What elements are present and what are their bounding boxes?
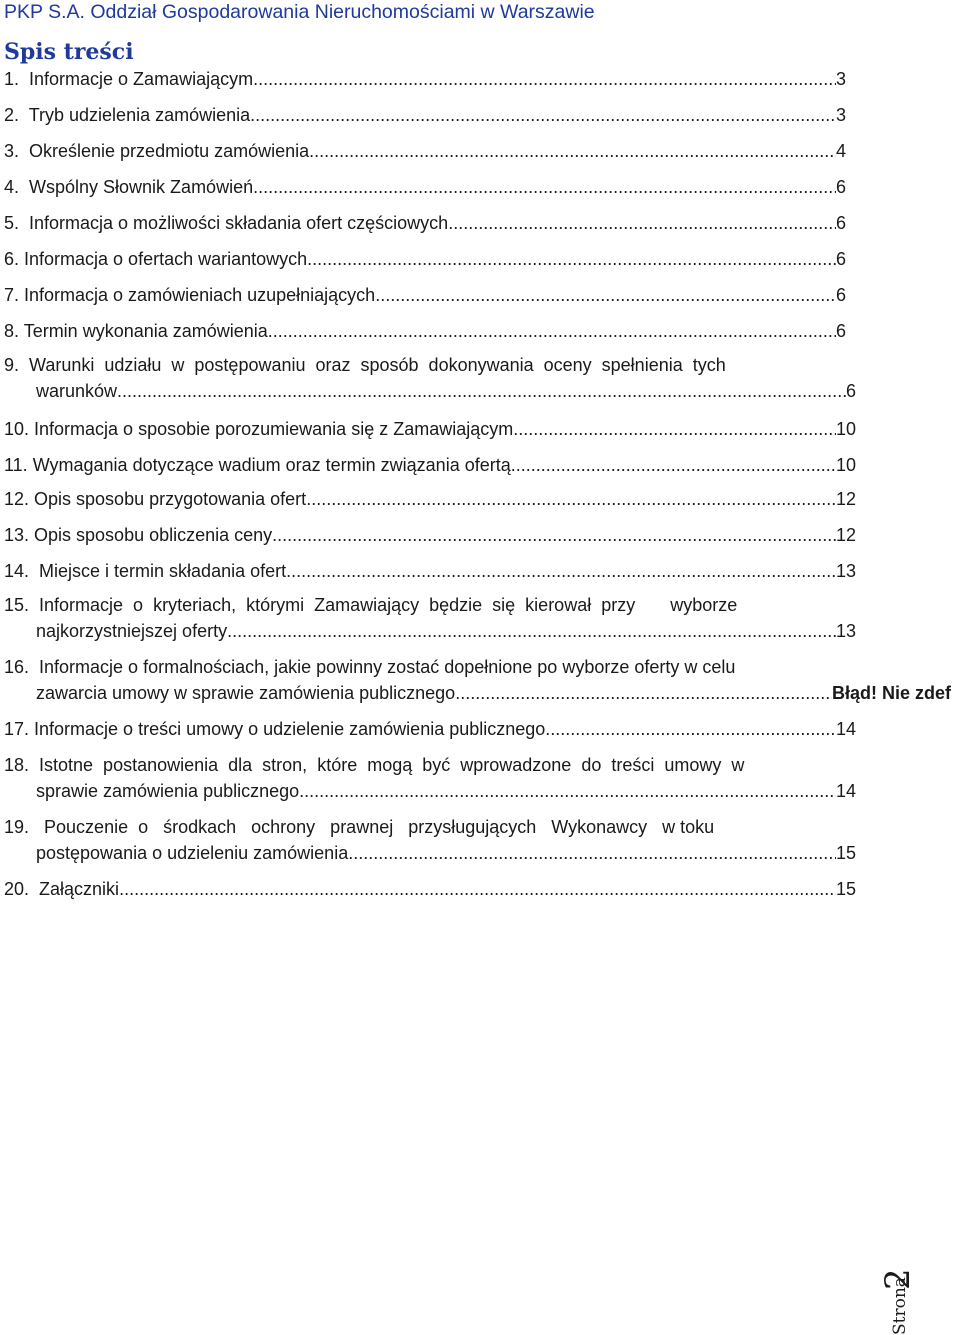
- toc-entry-line[interactable]: [4, 102, 846, 128]
- toc-title: Spis treści: [4, 39, 134, 65]
- toc-entry-text: 4. Wspólny Słownik Zamówień: [4, 177, 254, 197]
- toc-entry-line[interactable]: [4, 66, 846, 92]
- toc-page-number: 4: [835, 141, 846, 161]
- toc-entry-line[interactable]: [4, 416, 856, 442]
- toc-dot-leader: [307, 246, 836, 272]
- toc-entry-text: 18. Istotne postanowienia dla stron, które mogą być wprowadzone do treści umowy w: [4, 755, 745, 775]
- toc-dot-leader: [448, 210, 836, 236]
- toc-entry-line[interactable]: [4, 592, 832, 618]
- toc-page-number: 10: [835, 419, 856, 439]
- toc-dot-leader: [545, 716, 836, 742]
- toc-entry-text: 17. Informacje o treści umowy o udzielenie zamówienia publicznego: [4, 719, 546, 739]
- toc-entry-text-continued: sprawie zamówienia publicznego: [36, 781, 300, 801]
- toc-page-number: 3: [835, 105, 846, 125]
- toc-entry-line[interactable]: [4, 752, 832, 778]
- toc-page-number: 12: [835, 525, 856, 545]
- toc-entry-text: 15. Informacje o kryteriach, którymi Zamawiający będzie się kierował przy wyborze: [4, 595, 738, 615]
- toc-entry-line[interactable]: [4, 814, 832, 840]
- toc-dot-leader: [286, 558, 836, 584]
- toc-entry-text: 13. Opis sposobu obliczenia ceny: [4, 525, 273, 545]
- toc-entry-text: 6. Informacja o ofertach wariantowych: [4, 249, 308, 269]
- toc-page-number: 6: [845, 381, 856, 401]
- toc-dot-leader: [250, 102, 836, 128]
- toc-page-number: 3: [835, 69, 846, 89]
- toc-page-number: 6: [835, 213, 846, 233]
- toc-entry-text: 19. Pouczenie o środkach ochrony prawnej przysługujących Wykonawcy w toku: [4, 817, 715, 837]
- toc-entry-text: 10. Informacja o sposobie porozumiewania się z Zamawiającym: [4, 419, 514, 439]
- toc-entry-text-continued: postępowania o udzieleniu zamówienia: [36, 843, 349, 863]
- toc-page-number: 10: [835, 455, 856, 475]
- toc-entry-text: 11. Wymagania dotyczące wadium oraz termin związania ofertą: [4, 455, 511, 475]
- toc-entry-line[interactable]: [4, 210, 846, 236]
- toc-entry-line[interactable]: [4, 876, 856, 902]
- toc-dot-leader: [272, 522, 836, 548]
- toc-page-number: 13: [835, 621, 856, 641]
- toc-entry-text-continued: warunków: [36, 381, 118, 401]
- toc-entry-line[interactable]: [4, 716, 856, 742]
- toc-page-number: 14: [835, 719, 856, 739]
- toc-dot-leader: [309, 138, 836, 164]
- toc-entry-text-continued: zawarcia umowy w sprawie zamówienia publicznego: [36, 683, 456, 703]
- toc-page-number: 6: [835, 321, 846, 341]
- toc-entry-line[interactable]: [4, 138, 846, 164]
- toc-entry-line-continued[interactable]: [36, 378, 856, 404]
- toc-page-number: 6: [835, 249, 846, 269]
- toc-entry-line[interactable]: [4, 452, 856, 478]
- page-footer-label: Strona: [890, 1277, 910, 1335]
- toc-entry-line-continued[interactable]: [36, 778, 856, 804]
- toc-page-number: 6: [835, 177, 846, 197]
- toc-entry-line-continued[interactable]: [36, 840, 856, 866]
- toc-page-number: 12: [835, 489, 856, 509]
- toc-page-number: 15: [835, 879, 856, 899]
- toc-page-number: 15: [835, 843, 856, 863]
- toc-entry-line[interactable]: [4, 522, 856, 548]
- toc-entry-line[interactable]: [4, 174, 846, 200]
- toc-dot-leader: [306, 486, 836, 512]
- toc-entry-text: 14. Miejsce i termin składania ofert: [4, 561, 287, 581]
- toc-dot-leader: [227, 618, 836, 644]
- toc-page-number: 6: [835, 285, 846, 305]
- toc-entry-line[interactable]: [4, 352, 832, 378]
- toc-dot-leader: [253, 174, 836, 200]
- toc-entry-text: 16. Informacje o formalnościach, jakie powinny zostać dopełnione po wyborze oferty w celu: [4, 657, 736, 677]
- toc-dot-leader: [511, 452, 836, 478]
- toc-entry-text: 20. Załączniki: [4, 879, 120, 899]
- toc-page-number: 13: [835, 561, 856, 581]
- toc-dot-leader: [253, 66, 836, 92]
- toc-entry-text-continued: najkorzystniejszej oferty: [36, 621, 228, 641]
- toc-page-number: 14: [835, 781, 856, 801]
- page-footer-number: 2: [878, 1268, 918, 1290]
- toc-entry-line-continued[interactable]: [36, 618, 856, 644]
- toc-entry-line[interactable]: [4, 558, 856, 584]
- toc-dot-leader: [348, 840, 836, 866]
- toc-entry-text: 8. Termin wykonania zamówienia: [4, 321, 268, 341]
- toc-dot-leader: [455, 680, 832, 706]
- toc-dot-leader: [268, 318, 836, 344]
- toc-entry-line-continued[interactable]: [36, 680, 960, 706]
- toc-entry-line[interactable]: [4, 282, 846, 308]
- toc-entry-text: 7. Informacja o zamówieniach uzupełniających: [4, 285, 376, 305]
- toc-entry-line[interactable]: [4, 318, 846, 344]
- toc-entry-text: 12. Opis sposobu przygotowania ofert: [4, 489, 307, 509]
- toc-dot-leader: [299, 778, 836, 804]
- toc-entry-text: 9. Warunki udziału w postępowaniu oraz sposób dokonywania oceny spełnienia tych: [4, 355, 726, 375]
- toc-entry-text: 3. Określenie przedmiotu zamówienia: [4, 141, 310, 161]
- toc-entry-line[interactable]: [4, 246, 846, 272]
- toc-entry-line[interactable]: [4, 486, 856, 512]
- toc-entry-text: 1. Informacje o Zamawiającym: [4, 69, 254, 89]
- toc-dot-leader: [513, 416, 836, 442]
- document-header: PKP S.A. Oddział Gospodarowania Nieruchomościami w Warszawie: [4, 1, 595, 23]
- toc-entry-line[interactable]: [4, 654, 832, 680]
- toc-error-text: Błąd! Nie zdef: [832, 683, 952, 703]
- toc-dot-leader: [117, 378, 846, 404]
- toc-dot-leader: [119, 876, 836, 902]
- toc-entry-text: 5. Informacja o możliwości składania ofert częściowych: [4, 213, 449, 233]
- toc-entry-text: 2. Tryb udzielenia zamówienia: [4, 105, 251, 125]
- toc-dot-leader: [375, 282, 836, 308]
